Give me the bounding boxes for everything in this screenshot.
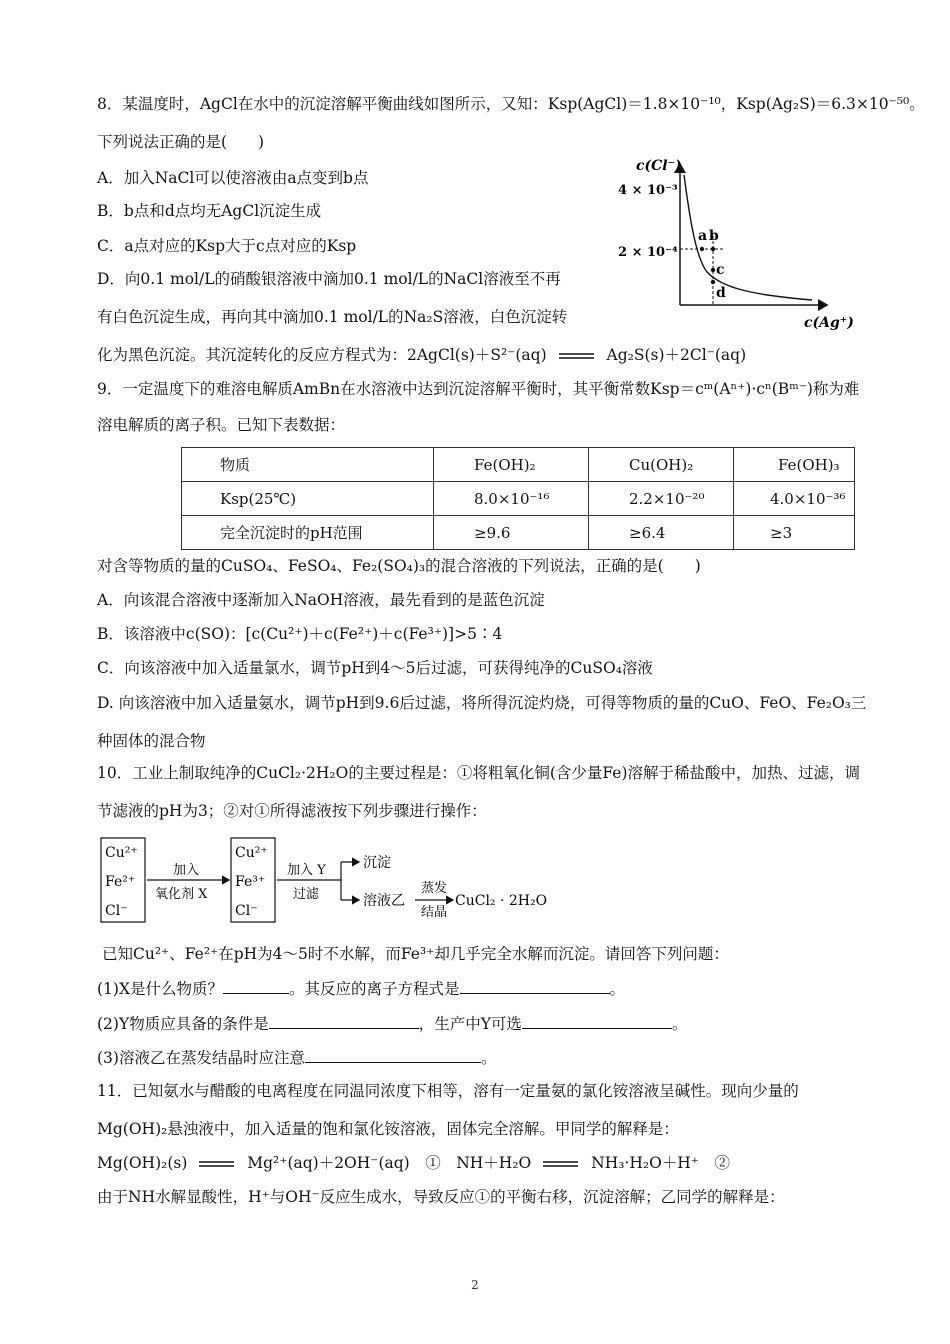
label-c: c	[716, 262, 725, 278]
y-axis-label: c(Cl⁻)	[636, 158, 682, 174]
box2-ion: Fe³⁺	[235, 874, 266, 890]
q8-stem-line1: 8．某温度时，AgCl在水中的沉淀溶解平衡曲线如图所示，又知：Ksp(AgCl)＝1.8×10⁻¹⁰，Ksp(Ag₂S)＝6.3×10⁻⁵⁰。	[97, 95, 925, 113]
output-precipitate: 沉淀	[363, 855, 391, 871]
table-cell: 物质	[182, 448, 434, 482]
x-axis-label: c(Ag⁺)	[804, 315, 854, 331]
q10-stem-line2: 节滤液的pH为3；②对①所得滤液按下列步骤进行操作：	[97, 802, 487, 820]
q9-option-b: B．该溶液中c(SO)：[c(Cu²⁺)＋c(Fe²⁺)＋c(Fe³⁺)]>5∶4	[97, 625, 503, 643]
arrow1-label-top: 加入	[173, 863, 200, 878]
q8-option-d-line3	[97, 344, 746, 366]
q10-sub3	[97, 1046, 496, 1069]
q8-equation-right: Ag₂S(s)＋2Cl⁻(aq)	[606, 346, 747, 364]
equilibrium-arrow-icon	[558, 351, 596, 361]
table-cell: Fe(OH)₃	[734, 448, 855, 482]
arrow2-label-bottom: 过滤	[293, 887, 320, 902]
q8-option-a: A．加入NaCl可以使溶液由a点变到b点	[97, 169, 369, 187]
table-cell: 2.2×10⁻²⁰	[589, 482, 734, 516]
q10-sub1-text: (1)X是什么物质？	[97, 980, 223, 998]
q8-option-d-line1: D．向0.1 mol/L的硝酸银溶液中滴加0.1 mol/L的NaCl溶液至不再	[97, 270, 561, 288]
arrow2-label-top: 加入 Y	[287, 863, 326, 878]
q11-stem-line1: 11．已知氨水与醋酸的电离程度在同温同浓度下相等，溶有一定量氨的氯化铵溶液呈碱性。现向少量的	[97, 1082, 799, 1100]
table-cell: 4.0×10⁻³⁶	[734, 482, 855, 516]
point-d	[711, 280, 715, 284]
q8-stem-line2: 下列说法正确的是( )	[97, 133, 265, 151]
q10-sub2-end: 。	[671, 1015, 688, 1033]
q11-eq1-mid: Mg²⁺(aq)＋2OH⁻(aq) ① NH＋H₂O	[247, 1154, 532, 1172]
q10-sub1-text2: 。其反应的离子方程式是	[289, 980, 460, 998]
equilibrium-arrow-icon	[198, 1159, 236, 1169]
box2-ion: Cu²⁺	[235, 845, 268, 861]
table-row	[182, 448, 855, 482]
table-cell: Ksp(25℃)	[182, 482, 434, 516]
q10-sub2-text: (2)Y物质应具备的条件是	[97, 1015, 269, 1033]
q9-option-a: A．向该混合溶液中逐渐加入NaOH溶液，最先看到的是蓝色沉淀	[97, 591, 545, 609]
arrow3-label-top: 蒸发	[421, 881, 448, 896]
table-row	[182, 516, 855, 550]
label-a: a	[698, 228, 708, 244]
q8-option-b: B．b点和d点均无AgCl沉淀生成	[97, 202, 322, 220]
q11-stem-line2: Mg(OH)₂悬浊液中，加入适量的饱和氯化铵溶液，固体完全溶解。甲同学的解释是：	[97, 1120, 679, 1138]
answer-blank[interactable]	[522, 1012, 672, 1029]
answer-blank[interactable]	[269, 1012, 419, 1029]
arrow1-label-bottom: 氧化剂 X	[155, 887, 208, 902]
answer-blank[interactable]	[223, 977, 289, 994]
page-number: 2	[471, 1278, 479, 1292]
y-tick-high: 4 × 10⁻³	[618, 183, 678, 198]
answer-blank[interactable]	[305, 1046, 481, 1063]
product-label: CuCl₂ · 2H₂O	[455, 893, 548, 909]
q9-option-d-line1: D. 向该溶液中加入适量氨水，调节pH到9.6后过滤，将所得沉淀灼烧，可得等物质的量的CuO、FeO、Fe₂O₃三	[97, 694, 867, 712]
box1-ion: Cu²⁺	[105, 845, 138, 861]
q10-sub3-text: (3)溶液乙在蒸发结晶时应注意	[97, 1049, 305, 1067]
q9-stem-line2: 溶电解质的离子积。已知下表数据：	[97, 416, 346, 434]
point-b	[711, 247, 715, 251]
q8-equation-left: 化为黑色沉淀。其沉淀转化的反应方程式为：2AgCl(s)＋S²⁻(aq)	[97, 346, 547, 364]
q10-sub3-end: 。	[480, 1049, 497, 1067]
equilibrium-arrow-icon	[542, 1159, 580, 1169]
point-c	[711, 268, 715, 272]
q11-equations	[97, 1152, 730, 1174]
output-solution: 溶液乙	[363, 893, 405, 909]
q10-sub2-text2: ，生产中Y可选	[418, 1015, 522, 1033]
q10-sub1	[97, 977, 625, 1000]
q11-eq2-right: NH₃·H₂O＋H⁺ ②	[591, 1154, 730, 1172]
table-cell: ≥9.6	[434, 516, 589, 550]
q11-eq1-left: Mg(OH)₂(s)	[97, 1154, 188, 1172]
q9-stem-line3: 对含等物质的量的CuSO₄、FeSO₄、Fe₂(SO₄)₃的混合溶液的下列说法，正确的是( )	[97, 557, 701, 575]
box2-ion: Cl⁻	[235, 903, 258, 919]
table-cell: Cu(OH)₂	[589, 448, 734, 482]
q9-stem-line1: 9．一定温度下的难溶电解质AmBn在水溶液中达到沉淀溶解平衡时，其平衡常数Ksp＝cᵐ(Aⁿ⁺)·cⁿ(Bᵐ⁻)称为难	[97, 380, 860, 398]
q11-stem-line4: 由于NH水解显酸性，H⁺与OH⁻反应生成水，导致反应①的平衡右移，沉淀溶解；乙同学的解释是：	[97, 1188, 785, 1206]
q8-option-d-line2: 有白色沉淀生成，再向其中滴加0.1 mol/L的Na₂S溶液，白色沉淀转	[97, 308, 568, 326]
process-flow-diagram	[97, 834, 587, 926]
table-cell: Fe(OH)₂	[434, 448, 589, 482]
box1-ion: Fe²⁺	[105, 874, 136, 890]
q8-option-c: C．a点对应的Ksp大于c点对应的Ksp	[97, 237, 357, 255]
table-cell: ≥6.4	[589, 516, 734, 550]
q10-stem-line3: 已知Cu²⁺、Fe²⁺在pH为4～5时不水解，而Fe³⁺却几乎完全水解而沉淀。请回答下列问题：	[102, 945, 729, 963]
q9-option-d-line2: 种固体的混合物	[97, 732, 206, 750]
label-d: d	[716, 285, 726, 301]
q10-sub1-end: 。	[609, 980, 626, 998]
solubility-curve-graph	[612, 150, 862, 340]
table-cell: 8.0×10⁻¹⁶	[434, 482, 589, 516]
q9-option-c: C．向该溶液中加入适量氯水，调节pH到4～5后过滤，可获得纯净的CuSO₄溶液	[97, 659, 653, 677]
box1-ion: Cl⁻	[105, 903, 128, 919]
point-a	[700, 247, 704, 251]
q10-sub2	[97, 1012, 687, 1035]
answer-blank[interactable]	[460, 977, 610, 994]
q10-stem-line1: 10．工业上制取纯净的CuCl₂·2H₂O的主要过程是：①将粗氧化铜(含少量Fe)溶解于稀盐酸中，加热、过滤，调	[97, 764, 860, 782]
arrow3-label-bottom: 结晶	[421, 905, 448, 920]
label-b: b	[709, 228, 719, 244]
table-cell: ≥3	[734, 516, 855, 550]
table-row	[182, 482, 855, 516]
y-tick-low: 2 × 10⁻⁴	[618, 245, 678, 260]
ksp-table	[181, 447, 855, 550]
table-cell: 完全沉淀时的pH范围	[182, 516, 434, 550]
